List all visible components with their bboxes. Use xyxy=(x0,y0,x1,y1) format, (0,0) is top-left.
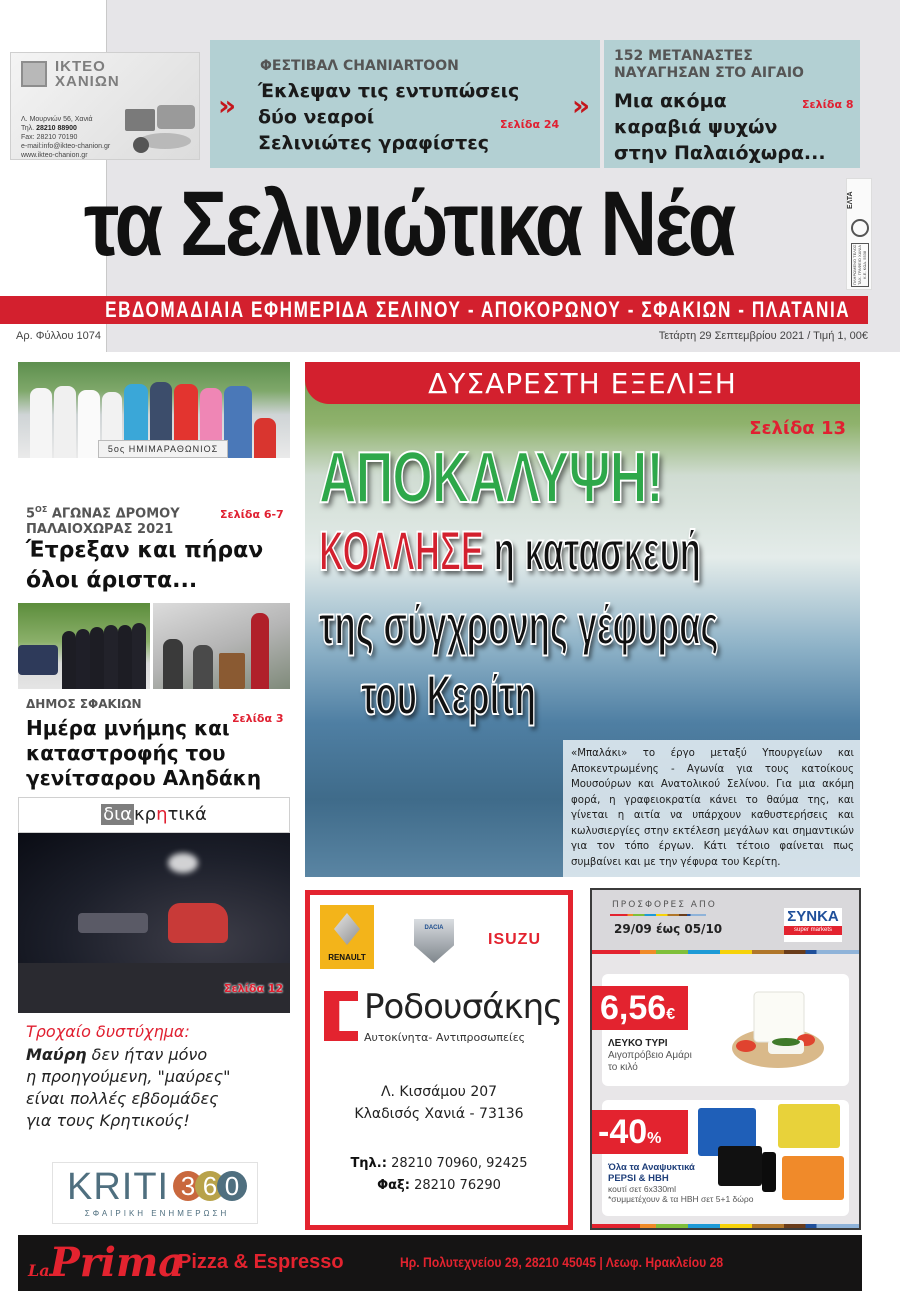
address-line: Λ. Κισσάμου 207 xyxy=(380,1084,498,1100)
headline-line: γενίτσαρου Αληδάκη xyxy=(26,766,262,790)
laprima-tagline: Pizza & Espresso xyxy=(178,1251,344,1273)
main-headline-big: ΑΠΟΚΑΛΥΨΗ! xyxy=(319,438,663,518)
kicker-line: 152 ΜΕΤΑΝΑΣΤΕΣ xyxy=(614,48,753,64)
sfakion-headline xyxy=(26,716,296,791)
ikteo-address: Λ. Μουρνιών 56, Χανιά xyxy=(21,116,93,123)
headline-line: δύο νεαροί xyxy=(258,106,375,128)
page-reference[interactable]: Σελίδα 3 xyxy=(232,712,284,725)
crash-bold-word: Μαύρη xyxy=(26,1045,87,1064)
ivi-lemon-pack-icon xyxy=(778,1104,840,1148)
tagline: ΕΒΔΟΜΑΔΙΑΙΑ ΕΦΗΜΕΡΙΔΑ ΣΕΛΙΝΟΥ - ΑΠΟΚΟΡΩΝΟΥ - ΣΦΑΚΙΩΝ - ΠΛΑΤΑΝΙΑ xyxy=(105,297,851,322)
headline-line: Έκλεψαν τις εντυπώσεις xyxy=(258,80,520,102)
chevron-right-icon: » xyxy=(572,89,591,122)
postage-paid-box: ΠΛΗΡΩΜΕΝΟ ΤΕΛΟΣ ΤΑΧ. ΓΡΑΦΕΙΟ ΧΑΝΙΑ Κ.Ε. ΚΩΔ. 5538 xyxy=(852,244,867,286)
color-stripe xyxy=(592,1224,859,1228)
cheese-icon xyxy=(724,982,824,1078)
teaser-headline xyxy=(258,78,558,156)
dateline: Τετάρτη 29 Σεπτεμβρίου 2021 / Τιμή 1, 00€ xyxy=(658,330,868,342)
laprima-address: Ηρ. Πολυτεχνείου 29, 28210 45045 | Λεωφ. Ηρακλείου 28 xyxy=(400,1255,724,1270)
description-line: *συμμετέχουν & τα ΗΒΗ σετ 5+1 δώρο xyxy=(608,1194,754,1204)
ikteo-fax: Fax: 28210 70190 xyxy=(21,134,78,141)
price-badge xyxy=(592,986,688,1030)
speaker-photo[interactable] xyxy=(153,603,290,689)
race-kicker xyxy=(26,502,206,538)
headline-red-word: ΚΟΛΛΗΣΕ xyxy=(319,519,484,582)
pepsi-can-icon xyxy=(762,1152,776,1192)
product-description xyxy=(608,1050,692,1074)
product-name: ΛΕΥΚΟ ΤΥΡΙ xyxy=(608,1038,668,1049)
isuzu-logo: ISUZU xyxy=(488,931,541,948)
kriti-digit: 6 xyxy=(195,1171,225,1201)
teaser-chaniartoon[interactable] xyxy=(210,40,600,168)
ikteo-phone-label: Τηλ. xyxy=(21,125,35,132)
main-headline-line1 xyxy=(319,518,701,584)
product-description xyxy=(608,1184,753,1204)
kriti-digit: 0 xyxy=(217,1171,247,1201)
laprima-logo xyxy=(28,1237,184,1297)
ikteo-ad[interactable] xyxy=(10,52,200,160)
page-reference[interactable]: Σελίδα 6-7 xyxy=(220,508,284,521)
synka-header xyxy=(592,890,859,952)
description-line: κουτί σετ 6x330ml xyxy=(608,1184,677,1194)
synka-ad[interactable] xyxy=(590,888,861,1230)
headline-line: στην Παλαιόχωρα... xyxy=(614,142,826,164)
renault-diamond-icon xyxy=(334,913,360,945)
price-currency: € xyxy=(666,1006,676,1023)
main-story[interactable] xyxy=(305,362,860,877)
race-headline xyxy=(26,536,296,596)
color-stripe xyxy=(610,914,706,916)
color-stripe xyxy=(592,950,859,954)
ivi-orange-pack-icon xyxy=(782,1156,844,1200)
crash-line: η προηγούμενη, "μαύρες" xyxy=(26,1067,231,1086)
ikteo-phone: 28210 88900 xyxy=(36,125,77,132)
issue-number: Αρ. Φύλλου 1074 xyxy=(16,330,101,342)
ikteo-email[interactable]: e-mail:info@ikteo-chanion.gr xyxy=(21,143,111,150)
ikteo-brand-line2: ΧΑΝΙΩΝ xyxy=(55,73,120,90)
page-reference[interactable]: Σελίδα 8 xyxy=(802,98,854,111)
kriti-word: KRITI xyxy=(67,1166,170,1208)
renault-logo xyxy=(320,905,374,969)
headline-line: Έτρεξαν και πήραν xyxy=(26,538,264,563)
dacia-word: DACIA xyxy=(424,925,444,931)
offers-label: ΠΡΟΣΦΟΡΕΣ ΑΠΟ xyxy=(612,900,717,910)
offer-dates: 29/09 έως 05/10 xyxy=(614,922,723,936)
rodousakis-ad[interactable] xyxy=(305,890,573,1230)
logo-part: δια xyxy=(103,804,133,825)
crash-line: είναι πολλές εβδομάδες xyxy=(26,1089,219,1108)
offer-card-cheese[interactable] xyxy=(602,974,849,1086)
logo-part: τικά xyxy=(167,804,207,825)
crash-line: δεν ήταν μόνο xyxy=(86,1045,208,1064)
rodousakis-name: Ροδουσάκης xyxy=(364,987,563,1027)
kicker-superscript: ΟΣ xyxy=(35,505,48,514)
kicker-line: ΠΑΛΑΙΟΧΩΡΑΣ 2021 xyxy=(26,522,174,538)
main-headline-line2: της σύγχρονης γέφυρας xyxy=(319,593,719,656)
fax-label: Φαξ: xyxy=(377,1178,410,1193)
ikteo-website[interactable]: www.ikteo-chanion.gr xyxy=(21,152,88,159)
phone-label: Τηλ.: xyxy=(350,1156,387,1171)
teaser-kicker: ΦΕΣΤΙΒΑΛ CHANIARTOON xyxy=(260,58,459,74)
synka-logo-word: ΣΥΝΚΑ xyxy=(787,908,839,925)
kicker-text: 5 xyxy=(26,506,36,522)
ikteo-brand xyxy=(55,59,120,89)
description-line: το κιλό xyxy=(608,1062,638,1073)
elta-brand: ΕΛΤΑ xyxy=(847,191,854,209)
ikteo-brand-line1: ΙΚΤΕΟ xyxy=(55,58,106,75)
fax-number: 28210 76290 xyxy=(409,1178,501,1193)
race-photo[interactable] xyxy=(18,362,290,458)
discount-value: -40 xyxy=(598,1113,648,1151)
kriti360-logo[interactable] xyxy=(52,1162,258,1224)
logo-part: η xyxy=(156,804,168,825)
discount-badge xyxy=(592,1110,688,1154)
address-line: Κλαδισός Χανιά - 73136 xyxy=(354,1106,524,1122)
postmark-circle-icon xyxy=(851,219,869,237)
diakritika-section-logo xyxy=(18,797,290,833)
kicker-text: ΑΓΩΝΑΣ ΔΡΟΜΟΥ xyxy=(47,506,180,522)
chevron-right-icon: » xyxy=(218,89,237,122)
rodousakis-address xyxy=(310,1081,568,1125)
elta-stamp xyxy=(846,178,872,290)
newspaper-title: τα Σελινιώτικα Νέα xyxy=(84,173,734,275)
headline-line: Σελινιώτες γραφίστες xyxy=(258,132,490,154)
vehicles-icon xyxy=(121,103,197,155)
phone-number[interactable]: 28210 70960, 92425 xyxy=(386,1156,528,1171)
rodousakis-mark-icon xyxy=(324,991,358,1041)
product-name-line: PEPSI & ΗΒΗ xyxy=(608,1173,669,1184)
renault-word: RENAULT xyxy=(328,953,366,962)
ikteo-contact xyxy=(21,115,110,160)
headline-line: Μια ακόμα xyxy=(614,90,727,112)
product-name-line: Όλα τα Αναψυκτικά xyxy=(608,1162,695,1173)
headline-line: όλοι άριστα... xyxy=(26,568,198,593)
synka-logo-sub: super markets xyxy=(784,926,842,935)
headline-line: καταστροφής του xyxy=(26,741,226,765)
main-headline-line3: του Κερίτη xyxy=(361,663,536,726)
crash-line: για τους Κρητικούς! xyxy=(26,1111,190,1130)
headline-line: Ημέρα μνήμης και xyxy=(26,716,230,740)
crash-text xyxy=(26,1044,296,1132)
teaser-migrants[interactable] xyxy=(604,40,860,168)
offer-card-pepsi[interactable] xyxy=(598,1100,849,1216)
synka-logo xyxy=(784,908,842,942)
pepsi-max-pack-icon xyxy=(718,1146,762,1186)
headline-text: η κατασκευή xyxy=(483,519,701,582)
race-banner: 5ος ΗΜΙΜΑΡΑΘΩΝΙΟΣ xyxy=(98,440,228,458)
kriti-digit: 3 xyxy=(173,1171,203,1201)
kriti-subtitle: ΣΦΑΙΡΙΚΗ ΕΝΗΜΕΡΩΣΗ xyxy=(84,1209,230,1218)
description-line: Αιγοπρόβειο Αμάρι xyxy=(608,1050,692,1061)
page-reference[interactable]: Σελίδα 24 xyxy=(500,118,560,131)
page-reference[interactable]: Σελίδα 13 xyxy=(749,418,846,439)
tagline-band xyxy=(0,296,868,324)
logo-small: La xyxy=(28,1261,50,1280)
product-name xyxy=(608,1162,695,1184)
page-reference[interactable]: Σελίδα 12 xyxy=(224,982,284,995)
kicker-line: ΝΑΥΑΓΗΣΑΝ ΣΤΟ ΑΙΓΑΙΟ xyxy=(614,65,804,81)
laprima-ad[interactable] xyxy=(18,1235,862,1291)
teaser-kicker xyxy=(614,48,804,82)
discount-percent: % xyxy=(647,1130,662,1147)
ikteo-logo-icon xyxy=(21,61,47,87)
headline-line: καραβιά ψυχών xyxy=(614,116,778,138)
rodousakis-contacts xyxy=(310,1153,568,1197)
dancers-photo[interactable] xyxy=(18,603,150,689)
logo-part: κρ xyxy=(134,804,157,825)
crash-kicker: Τροχαίο δυστύχημα: xyxy=(26,1022,190,1041)
sfakion-kicker: ΔΗΜΟΣ ΣΦΑΚΙΩΝ xyxy=(26,697,142,711)
rodousakis-subtitle: Αυτοκίνητα- Αντιπροσωπείες xyxy=(364,1031,526,1044)
logo-big: Prima xyxy=(49,1239,185,1286)
price-value: 6,56 xyxy=(600,989,667,1027)
main-story-kicker-bar: ΔΥΣΑΡΕΣΤΗ ΕΞΕΛΙΞΗ xyxy=(305,362,860,404)
main-story-summary: «Μπαλάκι» το έργο μεταξύ Υπουργείων και Αποκεντρωμένης - Αγωνία για τους κατοίκους Μουσούρων και Ανατολικού Σελίνου. Για μια ακόμη φορά, η γραφειοκρατία κάνει το θαύμα της, και γίνεται η αιτία να υπάρχουν καθυστερήσεις και κωλυσιεργίες στην εκτέλεση μεγάλων και σημαντικών για τον τόπο έργων. Κάτι τέτοιο φαίνεται πως συμβαίνει και με την γέφυρα του Κερίτη. xyxy=(563,740,860,877)
